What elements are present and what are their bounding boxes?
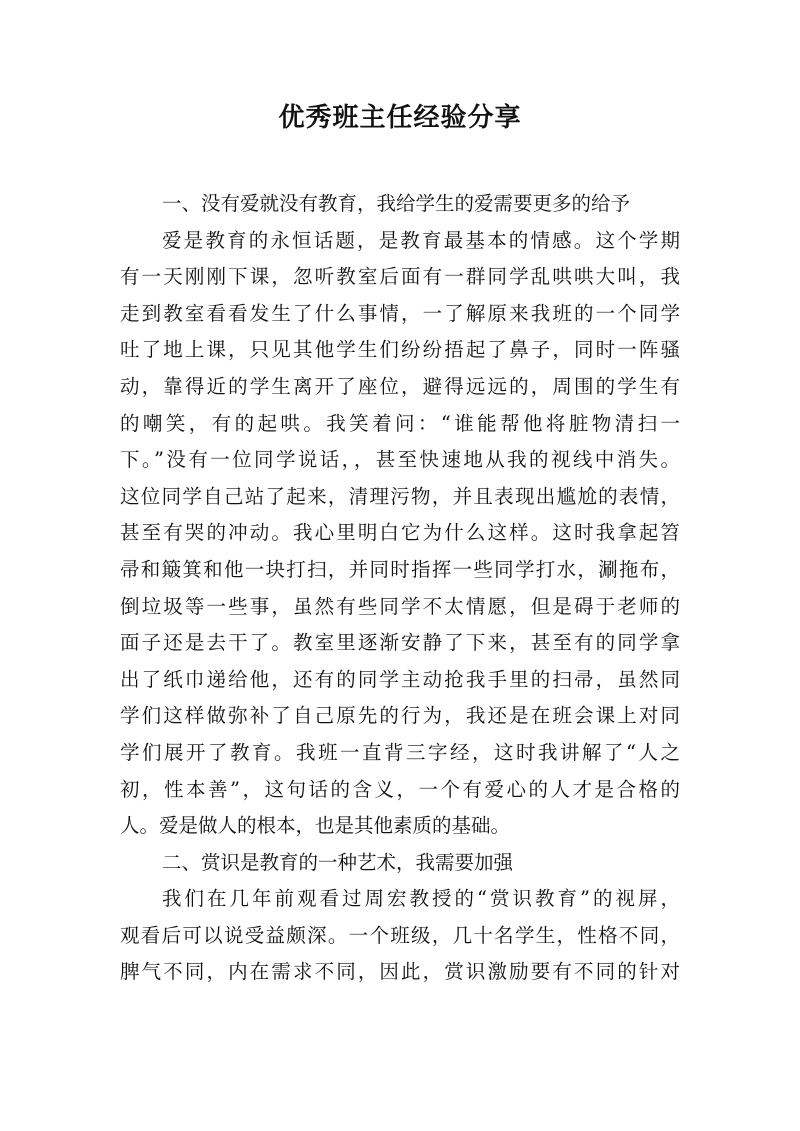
paragraph-line: 人。爱是做人的根本，也是其他素质的基础。 (120, 814, 511, 838)
paragraph-line: 我们在几年前观看过周宏教授的“赏识教育”的视屏， (162, 887, 680, 911)
paragraph-line: 走到教室看看发生了什么事情，一了解原来我班的一个同学 (120, 301, 680, 325)
paragraph-line: 学们展开了教育。我班一直背三字经，这时我讲解了“人之 (120, 740, 680, 764)
paragraph-line: 的嘲笑，有的起哄。我笑着问：“谁能帮他将脏物清扫一 (120, 411, 680, 435)
paragraph-line: 动，靠得近的学生离开了座位，避得远远的，周围的学生有 (120, 374, 680, 398)
paragraph-line: 初，性本善”，这句话的含义，一个有爱心的人才是合格的 (120, 777, 680, 801)
paragraph-line: 吐了地上课，只见其他学生们纷纷捂起了鼻子，同时一阵骚 (120, 338, 680, 362)
document-body (120, 186, 680, 991)
paragraph-line: 脾气不同，内在需求不同，因此，赏识激励要有不同的针对 (120, 960, 680, 984)
paragraph-line: 有一天刚刚下课，忽听教室后面有一群同学乱哄哄大叫，我 (120, 265, 680, 289)
paragraph-line: 甚至有哭的冲动。我心里明白它为什么这样。这时我拿起笤 (120, 521, 680, 545)
paragraph-line: 帚和簸箕和他一块打扫，并同时指挥一些同学打水，涮拖布， (120, 557, 680, 581)
paragraph-line: 学们这样做弥补了自己原先的行为，我还是在班会课上对同 (120, 704, 680, 728)
document-title: 优秀班主任经验分享 (278, 103, 522, 133)
paragraph-line: 下。”没有一位同学说话，，甚至快速地从我的视线中消失。 (120, 448, 680, 472)
paragraph-line: 这位同学自己站了起来，清理污物，并且表现出尴尬的表情， (120, 484, 680, 508)
paragraph-line: 爱是教育的永恒话题，是教育最基本的情感。这个学期 (162, 228, 680, 252)
section-heading-1: 一、没有爱就没有教育，我给学生的爱需要更多的给予 (162, 192, 631, 215)
paragraph-line: 观看后可以说受益颇深。一个班级，几十名学生，性格不同， (120, 923, 680, 947)
section-heading-2: 二、赏识是教育的一种艺术，我需要加强 (162, 850, 514, 874)
paragraph-line: 倒垃圾等一些事，虽然有些同学不太情愿，但是碍于老师的 (120, 594, 680, 618)
paragraph-line: 面子还是去干了。教室里逐渐安静了下来，甚至有的同学拿 (120, 631, 680, 655)
paragraph-line: 出了纸巾递给他，还有的同学主动抢我手里的扫帚，虽然同 (120, 667, 680, 691)
